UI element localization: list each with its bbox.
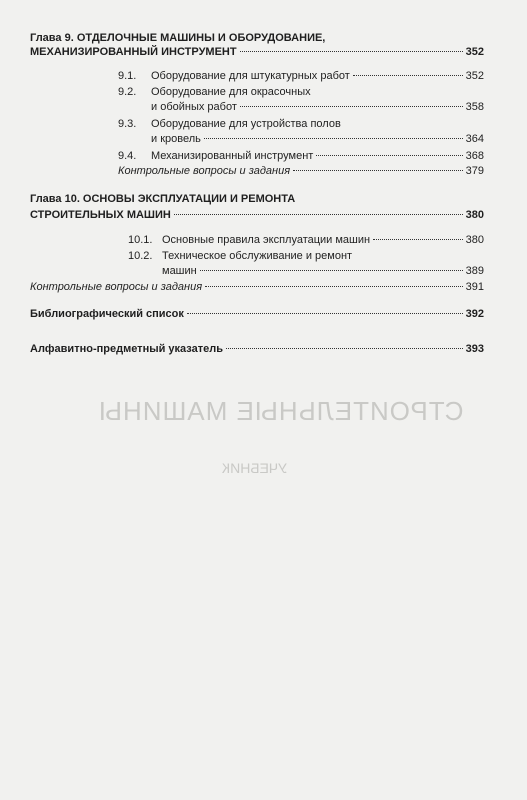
entry-leader [226, 348, 463, 349]
toc-entry-9-1 [118, 69, 484, 83]
entry-page: 393 [465, 343, 484, 355]
toc-entry-bibliography [30, 307, 484, 321]
entry-page: 364 [465, 133, 484, 145]
entry-title: Оборудование для устройства полов [151, 118, 341, 130]
entry-leader [316, 155, 462, 156]
entry-title: Основные правила эксплуатации машин [162, 234, 371, 246]
ch9-title-row [30, 45, 484, 59]
entry-leader [373, 239, 463, 240]
showthrough-title: СТРОИТЕЛЬНЫЕ МАШИНЫ [98, 396, 464, 426]
entry-page: 358 [465, 101, 484, 113]
entry-title-cont: и кровель [151, 133, 201, 145]
ch10-title-line1: Глава 10. ОСНОВЫ ЭКСПЛУАТАЦИИ И РЕМОНТА [30, 193, 296, 205]
ch9-title-line2: МЕХАНИЗИРОВАННЫЙ ИНСТРУМЕНТ [30, 46, 237, 58]
entry-title: Оборудование для окрасочных [151, 86, 311, 98]
ch9-page: 352 [465, 46, 484, 58]
entry-leader [187, 313, 463, 314]
entry-number: 9.3. [118, 118, 137, 130]
entry-title: Контрольные вопросы и задания [118, 165, 291, 177]
ch10-title-line2: СТРОИТЕЛЬНЫХ МАШИН [30, 209, 171, 221]
toc-entry-10-questions [30, 280, 484, 294]
entry-title: Оборудование для штукатурных работ [151, 70, 350, 82]
toc-entry-9-3-line2 [151, 132, 484, 146]
entry-leader [353, 75, 463, 76]
entry-leader [293, 170, 463, 171]
entry-page: 380 [465, 234, 484, 246]
ch10-leader [174, 214, 463, 215]
entry-page: 391 [465, 281, 484, 293]
ch9-leader [240, 51, 463, 52]
entry-leader [205, 286, 463, 287]
entry-number: 9.2. [118, 86, 137, 98]
toc-entry-9-3-line1 [118, 117, 341, 131]
ch10-page: 380 [465, 209, 484, 221]
entry-title-cont: и обойных работ [151, 101, 237, 113]
showthrough-subtitle: УЧЕБНИК [222, 460, 288, 476]
entry-title: Механизированный инструмент [151, 150, 314, 162]
entry-page: 368 [465, 150, 484, 162]
entry-number: 9.1. [118, 70, 137, 82]
entry-number: 9.4. [118, 150, 137, 162]
entry-leader [240, 106, 463, 107]
toc-entry-index [30, 342, 484, 356]
entry-page: 379 [465, 165, 484, 177]
entry-title: Алфавитно-предметный указатель [30, 343, 223, 355]
toc-entry-9-questions [118, 164, 484, 178]
toc-entry-10-2-line1 [128, 249, 352, 263]
ch10-title-row [30, 208, 484, 222]
entry-title: Техническое обслуживание и ремонт [162, 250, 353, 262]
entry-page: 352 [465, 70, 484, 82]
entry-page: 389 [465, 265, 484, 277]
entry-title: Контрольные вопросы и задания [30, 281, 203, 293]
toc-entry-9-2-line2 [151, 100, 484, 114]
entry-number: 10.1. [128, 234, 153, 246]
toc-entry-10-1 [128, 233, 484, 247]
ch9-title-line1: Глава 9. ОТДЕЛОЧНЫЕ МАШИНЫ И ОБОРУДОВАНИЕ, [30, 32, 326, 44]
toc-entry-9-2-line1 [118, 85, 311, 99]
entry-page: 392 [465, 308, 484, 320]
entry-title-cont: машин [162, 265, 197, 277]
entry-leader [204, 138, 463, 139]
entry-leader [200, 270, 463, 271]
entry-number: 10.2. [128, 250, 153, 262]
toc-entry-9-4 [118, 149, 484, 163]
toc-entry-10-2-line2 [162, 264, 484, 278]
entry-title: Библиографический список [30, 308, 184, 320]
